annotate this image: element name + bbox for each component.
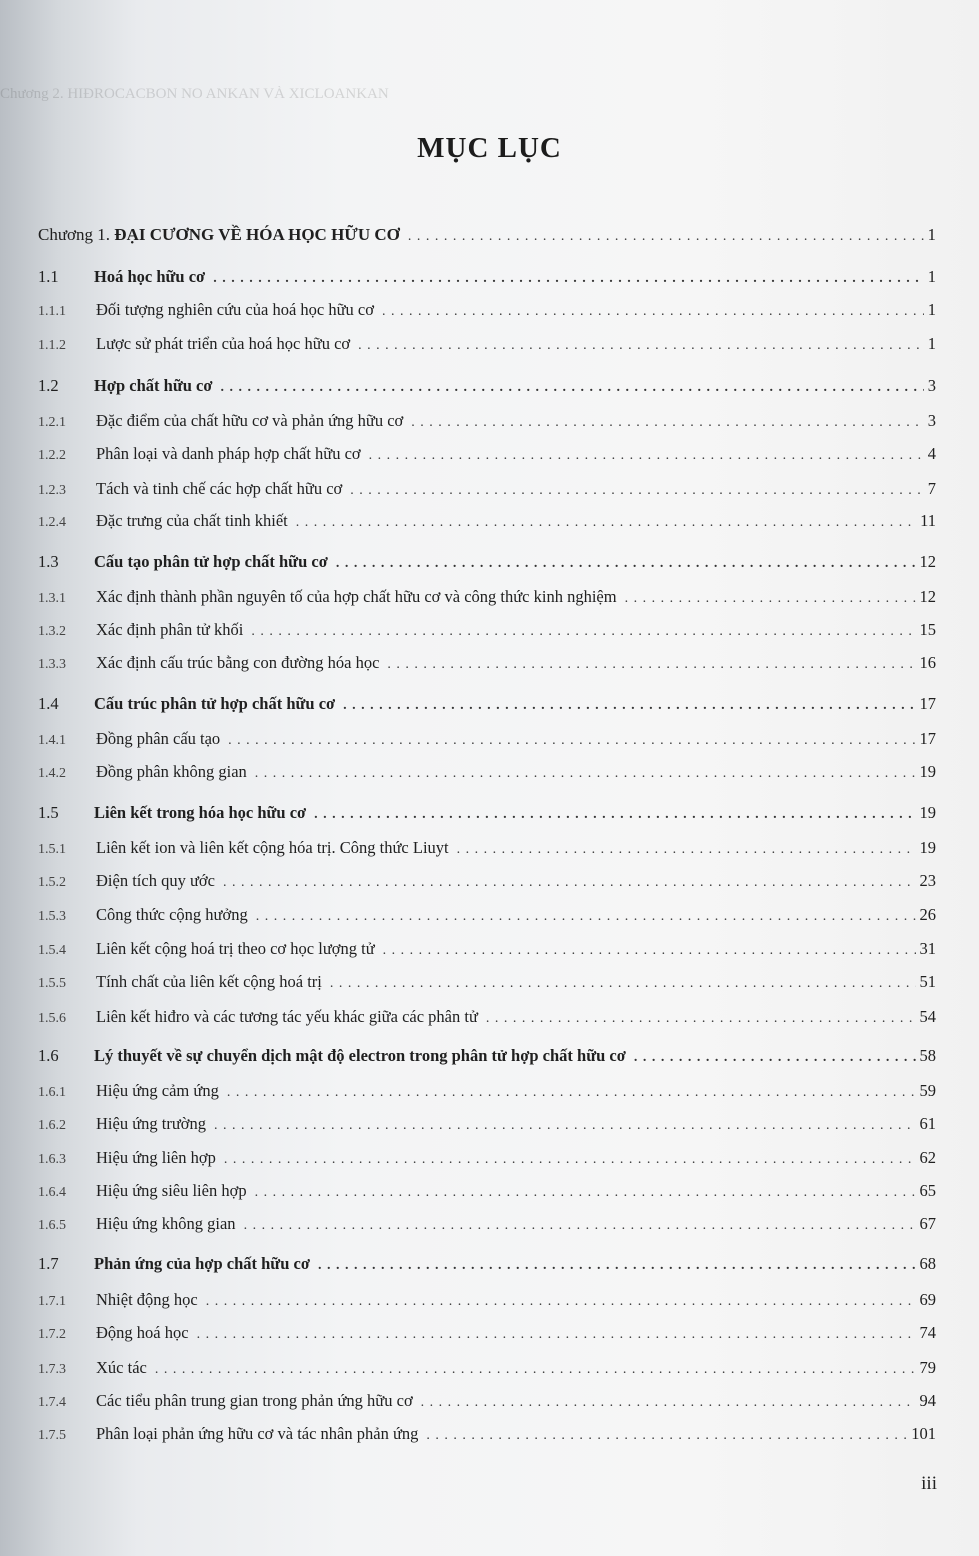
- entry-page-number: 59: [919, 1081, 936, 1100]
- leader-dots: [296, 510, 916, 536]
- entry-page-number: 26: [919, 905, 936, 924]
- entry-title: Xác định cấu trúc bằng con đường hóa học: [96, 653, 380, 672]
- leader-dots: [411, 410, 923, 436]
- entry-number: 1.2.2: [38, 448, 66, 463]
- entry-title: Đồng phân cấu tạo: [96, 729, 221, 748]
- toc-subsection-row[interactable]: [38, 441, 936, 467]
- leader-dots: [228, 728, 915, 754]
- entry-page-number: 31: [919, 939, 936, 958]
- entry-number: 1.3.2: [38, 624, 66, 639]
- entry-title: Cấu tạo phân tử hợp chất hữu cơ: [94, 552, 328, 571]
- entry-title: Tách và tinh chế các hợp chất hữu cơ: [96, 479, 343, 498]
- entry-number: 1.1.2: [38, 338, 66, 353]
- leader-dots: [383, 938, 916, 964]
- entry-page-number: 94: [919, 1391, 936, 1410]
- entry-page-number: 65: [919, 1181, 936, 1200]
- entry-title: Xúc tác: [96, 1358, 147, 1377]
- entry-page-number: 16: [919, 653, 936, 672]
- entry-number: 1.7: [38, 1254, 59, 1273]
- leader-dots: [634, 1045, 916, 1071]
- entry-number: 1.5.5: [38, 976, 66, 991]
- leader-dots: [155, 1357, 916, 1383]
- entry-number: 1.5: [38, 803, 59, 822]
- entry-page-number: 12: [919, 552, 936, 571]
- toc-section-row[interactable]: [38, 264, 936, 290]
- chapter-title: ĐẠI CƯƠNG VỀ HÓA HỌC HỮU CƠ: [114, 225, 400, 244]
- toc-subsection-row[interactable]: [38, 331, 936, 357]
- leader-dots: [244, 1213, 916, 1239]
- leader-dots: [197, 1322, 916, 1348]
- entry-page-number: 23: [919, 871, 936, 890]
- entry-title: Phản ứng của hợp chất hữu cơ: [94, 1254, 310, 1273]
- entry-page-number: 67: [919, 1214, 936, 1233]
- leader-dots: [314, 802, 915, 828]
- entry-number: 1.6.2: [38, 1118, 66, 1133]
- entry-number: 1.2.3: [38, 483, 66, 498]
- entry-page-number: 79: [919, 1358, 936, 1377]
- entry-title: Lý thuyết về sự chuyển dịch mật độ electron trong phân tử hợp chất hữu cơ: [94, 1046, 626, 1065]
- entry-number: 1.2: [38, 376, 59, 395]
- entry-number: 1.7.3: [38, 1362, 66, 1377]
- toc-subsection-row[interactable]: [38, 476, 936, 502]
- entry-title: Đối tượng nghiên cứu của hoá học hữu cơ: [96, 300, 374, 319]
- entry-number: 1.4.2: [38, 766, 66, 781]
- leader-dots: [426, 1423, 907, 1449]
- entry-title: Đồng phân không gian: [96, 762, 247, 781]
- toc-chapter-row[interactable]: [38, 222, 936, 248]
- page-folio: iii: [921, 1473, 937, 1494]
- entry-title: Hợp chất hữu cơ: [94, 376, 213, 395]
- toc-subsection-row[interactable]: [38, 969, 936, 995]
- entry-page-number: 51: [919, 972, 936, 991]
- entry-title: Liên kết hiđro và các tương tác yếu khác giữa các phân tử: [96, 1007, 478, 1026]
- entry-page-number: 1: [927, 300, 936, 319]
- toc-subsection-row[interactable]: [38, 617, 936, 643]
- entry-title: Tính chất của liên kết cộng hoá trị: [96, 972, 322, 991]
- entry-number: 1.7.2: [38, 1327, 66, 1342]
- entry-number: 1.7.1: [38, 1294, 66, 1309]
- toc-subsection-row[interactable]: [38, 650, 936, 676]
- leader-dots: [206, 1289, 916, 1315]
- entry-title: Liên kết cộng hoá trị theo cơ học lượng tử: [96, 939, 375, 958]
- entry-page-number: 58: [919, 1046, 936, 1065]
- toc-section-row[interactable]: [38, 800, 936, 826]
- entry-page-number: 69: [919, 1290, 936, 1309]
- leader-dots: [214, 1113, 915, 1139]
- entry-title: Phân loại và danh pháp hợp chất hữu cơ: [96, 444, 361, 463]
- entry-title: Hoá học hữu cơ: [94, 267, 206, 286]
- leader-dots: [223, 870, 916, 896]
- toc-subsection-row[interactable]: [38, 1320, 936, 1346]
- entry-page-number: 54: [919, 1007, 936, 1026]
- entry-title: Xác định thành phần nguyên tố của hợp chất hữu cơ và công thức kinh nghiệm: [96, 587, 617, 606]
- leader-dots: [330, 971, 916, 997]
- entry-number: 1.6.4: [38, 1185, 66, 1200]
- toc-subsection-row[interactable]: [38, 868, 936, 894]
- entry-page-number: 3: [927, 411, 936, 430]
- leader-dots: [421, 1390, 916, 1416]
- entry-title: Nhiệt động học: [96, 1290, 198, 1309]
- chapter-page-number: 1: [927, 225, 936, 244]
- entry-title: Hiệu ứng cảm ứng: [96, 1081, 219, 1100]
- entry-number: 1.3.3: [38, 657, 66, 672]
- toc-subsection-row[interactable]: [38, 1355, 936, 1381]
- toc-section-row[interactable]: [38, 1043, 936, 1069]
- entry-page-number: 74: [919, 1323, 936, 1342]
- entry-title: Hiệu ứng không gian: [96, 1214, 236, 1233]
- entry-page-number: 19: [919, 762, 936, 781]
- leader-dots: [220, 375, 923, 401]
- entry-number: 1.5.1: [38, 842, 66, 857]
- entry-title: Các tiểu phân trung gian trong phản ứng hữu cơ: [96, 1391, 413, 1410]
- leader-dots: [255, 1180, 916, 1206]
- leader-dots: [387, 652, 915, 678]
- leader-dots: [255, 761, 916, 787]
- entry-page-number: 101: [911, 1424, 936, 1443]
- toc-subsection-row[interactable]: [38, 1078, 936, 1104]
- entry-page-number: 7: [927, 479, 936, 498]
- entry-number: 1.2.4: [38, 515, 66, 530]
- entry-title: Công thức cộng hưởng: [96, 905, 248, 924]
- toc-subsection-row[interactable]: [38, 1145, 936, 1171]
- entry-page-number: 68: [919, 1254, 936, 1273]
- entry-title: Phân loại phản ứng hữu cơ và tác nhân phản ứng: [96, 1424, 419, 1443]
- entry-number: 1.5.4: [38, 943, 66, 958]
- entry-number: 1.3: [38, 552, 59, 571]
- entry-number: 1.1: [38, 267, 59, 286]
- entry-page-number: 19: [919, 803, 936, 822]
- toc-subsection-row[interactable]: [38, 1388, 936, 1414]
- entry-title: Cấu trúc phân tử hợp chất hữu cơ: [94, 694, 336, 713]
- leader-dots: [457, 837, 916, 863]
- chapter-label: [38, 222, 404, 248]
- toc-section-row[interactable]: [38, 691, 936, 717]
- entry-title: Hiệu ứng trường: [96, 1114, 207, 1133]
- toc-subsection-row[interactable]: [38, 759, 936, 785]
- toc-section-row[interactable]: [38, 373, 936, 399]
- toc-subsection-row[interactable]: [38, 1211, 936, 1237]
- entry-title: Đặc điểm của chất hữu cơ và phản ứng hữu cơ: [96, 411, 404, 430]
- entry-number: 1.4: [38, 694, 59, 713]
- entry-page-number: 1: [927, 267, 936, 286]
- toc-subsection-row[interactable]: [38, 902, 936, 928]
- toc-subsection-row[interactable]: [38, 726, 936, 752]
- toc-subsection-row[interactable]: [38, 1004, 936, 1030]
- leader-dots: [625, 586, 916, 612]
- entry-title: Hiệu ứng liên hợp: [96, 1148, 216, 1167]
- entry-page-number: 11: [920, 511, 936, 530]
- toc-subsection-row[interactable]: [38, 508, 936, 534]
- chapter-prefix: Chương 1.: [38, 225, 111, 244]
- entry-number: 1.5.6: [38, 1011, 66, 1026]
- toc-subsection-row[interactable]: [38, 1287, 936, 1313]
- leader-dots: [382, 299, 924, 325]
- entry-number: 1.6.3: [38, 1152, 66, 1167]
- leader-dots: [369, 443, 924, 469]
- entry-page-number: 15: [919, 620, 936, 639]
- entry-page-number: 62: [919, 1148, 936, 1167]
- toc-subsection-row[interactable]: [38, 1178, 936, 1204]
- entry-title: Hiệu ứng siêu liên hợp: [96, 1181, 247, 1200]
- entry-title: Động hoá học: [96, 1323, 189, 1342]
- entry-page-number: 4: [927, 444, 936, 463]
- toc-subsection-row[interactable]: [38, 936, 936, 962]
- leader-dots: [350, 478, 923, 504]
- bleed-through-text: Chương 2. HIĐROCACBON NO ANKAN VÀ XICLOANKAN: [0, 86, 389, 102]
- entry-page-number: 1: [927, 334, 936, 353]
- entry-page-number: 17: [919, 729, 936, 748]
- page-title: MỤC LỤC: [417, 132, 562, 164]
- leader-dots: [336, 551, 916, 577]
- leader-dots: [251, 619, 915, 645]
- leader-dots: [318, 1253, 916, 1279]
- entry-number: 1.4.1: [38, 733, 66, 748]
- entry-number: 1.5.2: [38, 875, 66, 890]
- entry-page-number: 3: [927, 376, 936, 395]
- leader-dots: [224, 1147, 916, 1173]
- entry-title: Xác định phân tử khối: [96, 620, 244, 639]
- leader-dots: [256, 904, 916, 930]
- entry-page-number: 12: [919, 587, 936, 606]
- toc-subsection-row[interactable]: [38, 408, 936, 434]
- entry-number: 1.6: [38, 1046, 59, 1065]
- entry-number: 1.6.5: [38, 1218, 66, 1233]
- entry-number: 1.6.1: [38, 1085, 66, 1100]
- toc-section-row[interactable]: [38, 1251, 936, 1277]
- toc-subsection-row[interactable]: [38, 835, 936, 861]
- entry-page-number: 17: [919, 694, 936, 713]
- toc-subsection-row[interactable]: [38, 297, 936, 323]
- leader-dots: [408, 224, 924, 250]
- leader-dots: [486, 1006, 916, 1032]
- leader-dots: [343, 693, 915, 719]
- entry-page-number: 61: [919, 1114, 936, 1133]
- entry-title: Điện tích quy ước: [96, 871, 215, 890]
- leader-dots: [213, 266, 924, 292]
- entry-title: Liên kết trong hóa học hữu cơ: [94, 803, 307, 822]
- entry-page-number: 19: [919, 838, 936, 857]
- entry-number: 1.3.1: [38, 591, 66, 606]
- entry-title: Đặc trưng của chất tinh khiết: [96, 511, 288, 530]
- entry-number: 1.5.3: [38, 909, 66, 924]
- toc-subsection-row[interactable]: [38, 1421, 936, 1447]
- entry-title: Liên kết ion và liên kết cộng hóa trị. Công thức Liuyt: [96, 838, 449, 857]
- toc-subsection-row[interactable]: [38, 1111, 936, 1137]
- leader-dots: [358, 333, 924, 359]
- leader-dots: [227, 1080, 916, 1106]
- entry-number: 1.2.1: [38, 415, 66, 430]
- toc-section-row[interactable]: [38, 549, 936, 575]
- entry-title: Lược sử phát triển của hoá học hữu cơ: [96, 334, 351, 353]
- entry-number: 1.7.4: [38, 1395, 66, 1410]
- entry-number: 1.1.1: [38, 304, 66, 319]
- entry-number: 1.7.5: [38, 1428, 66, 1443]
- toc-subsection-row[interactable]: [38, 584, 936, 610]
